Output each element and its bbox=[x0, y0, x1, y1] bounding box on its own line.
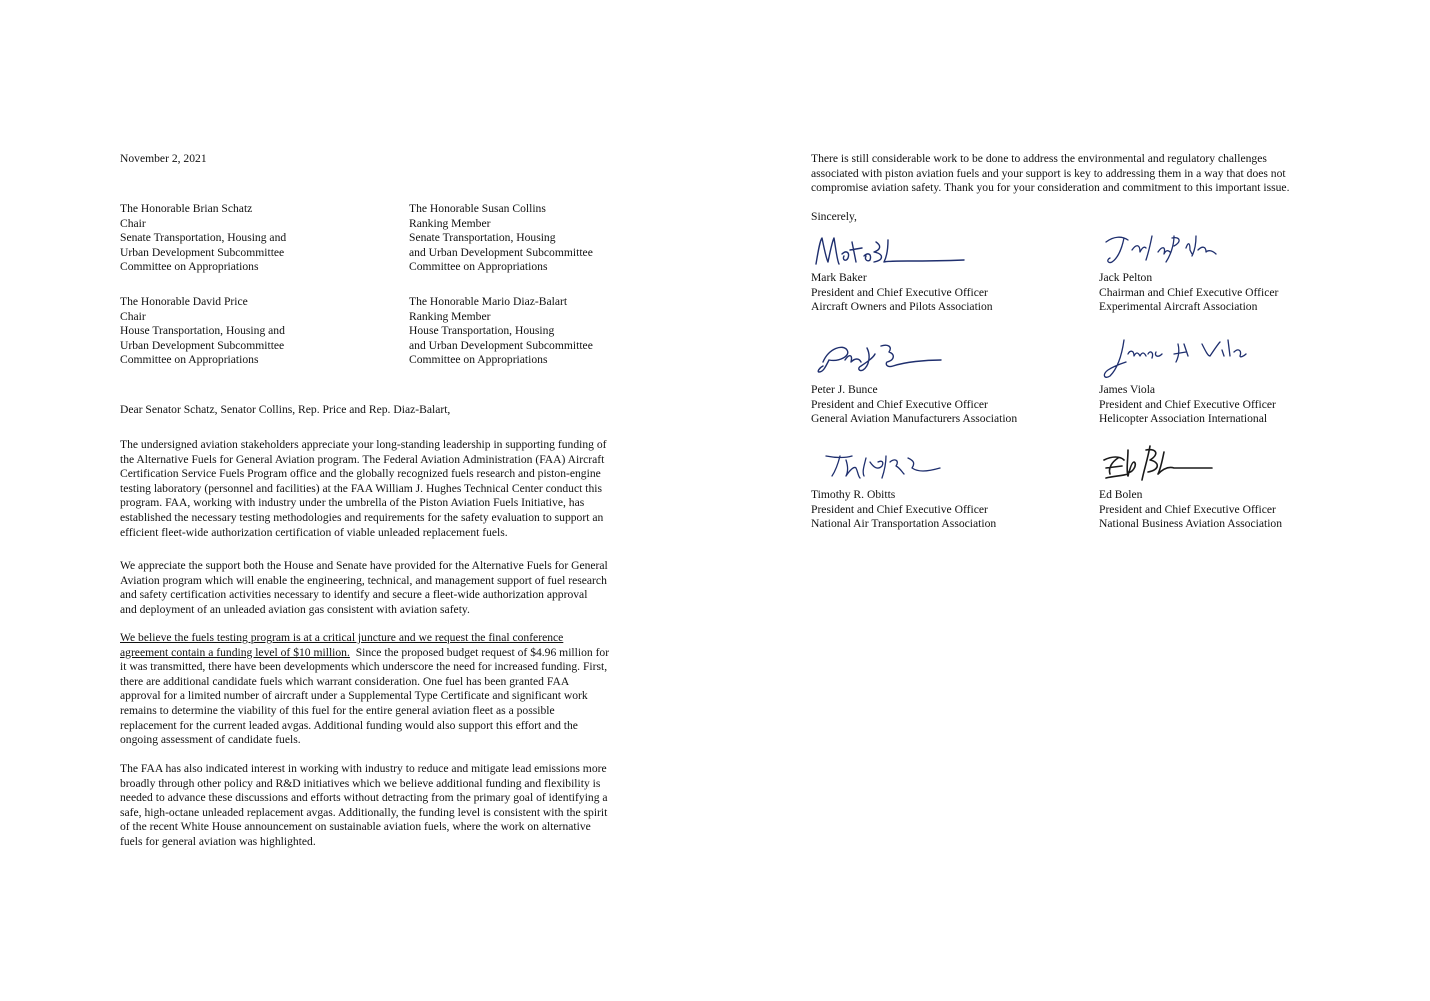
signature-timothy-obitts bbox=[822, 448, 942, 482]
signer-title: Chairman and Chief Executive Officer bbox=[1099, 285, 1279, 299]
paragraph-2: We appreciate the support both the House and Senate have provided for the Alternative Fuels for General Aviation program which will enable the engineering, technical, and management support of fuel research and safety certification activities necessary to identify and secure a fleet-wide authorization approval and deployment of an unleaded aviation gas consistent with aviation safety. bbox=[120, 559, 608, 616]
signer-title: President and Chief Executive Officer bbox=[811, 285, 988, 299]
signer-name: Mark Baker bbox=[811, 271, 867, 284]
signer-org: Experimental Aircraft Association bbox=[1099, 300, 1258, 314]
paragraph-3: We believe the fuels testing program is at a critical juncture and we request the final conference agreement contain a funding level of $10 million. Since the proposed budget request of $4.96 million for it was transmitted, there have been developments which underscore the need for increased funding. First, there are additional candidate fuels which warrant consideration. One fuel has been granted FAA approval for a limited number of aircraft under a Supplemental Type Certificate and significant work remains to determine the viability of this fuel for the entire general aviation fleet as a possible replacement for the current leaded avgas. Additional funding would also support this effort and the ongoing assessment of candidate fuels. bbox=[120, 631, 610, 747]
addressee-schatz: The Honorable Brian Schatz Chair Senate Transportation, Housing and Urban Development Subcommittee Committee on Appropriations bbox=[120, 202, 287, 274]
funding-request-underlined-1: We believe the fuels testing program is at a critical juncture and we request the final conference bbox=[120, 631, 564, 644]
signer-org: Aircraft Owners and Pilots Association bbox=[811, 300, 993, 314]
signature-ed-bolen bbox=[1098, 440, 1216, 484]
signer-ed-bolen bbox=[1099, 488, 1282, 532]
funding-request-underlined-2: agreement contain a funding level of $10 million. bbox=[120, 645, 350, 659]
signer-jack-pelton bbox=[1099, 271, 1278, 315]
signature-james-viola bbox=[1100, 334, 1250, 382]
signer-name: Ed Bolen bbox=[1099, 488, 1143, 501]
signer-org: National Air Transportation Association bbox=[811, 517, 997, 531]
signer-title: President and Chief Executive Officer bbox=[811, 397, 988, 411]
signer-peter-bunce bbox=[811, 383, 1017, 427]
paragraph-1: The undersigned aviation stakeholders appreciate your long-standing leadership in supporting funding of the Alternative Fuels for General Aviation program. The Federal Aviation Administration (FAA) Aircraft Certification Service Fuels Program office and the globally recognized fuels research and piston-engine testing laboratory (personnel and facilities) at the FAA William J. Hughes Technical Center conduct this program. FAA, working with industry under the umbrella of the Piston Aviation Fuels Initiative, has established the necessary testing methodologies and requirements for the safety evaluation to support an efficient fleet-wide authorization certification of viable unleaded replacement fuels. bbox=[120, 438, 607, 539]
closing-paragraph: There is still considerable work to be done to address the environmental and regulatory challenges associated with piston aviation fuels and your support is key to addressing them in a way that does not compromise aviation safety. Thank you for your consideration and commitment to this important issue. bbox=[811, 152, 1290, 195]
letter-date: November 2, 2021 bbox=[120, 152, 207, 165]
addressee-diaz-balart: The Honorable Mario Diaz-Balart Ranking Member House Transportation, Housing and Urban Development Subcommittee Committee on Appropriations bbox=[409, 295, 593, 367]
signer-mark-baker bbox=[811, 271, 993, 315]
signer-timothy-obitts bbox=[811, 488, 996, 532]
signer-org: General Aviation Manufacturers Association bbox=[811, 412, 1018, 426]
signer-org: National Business Aviation Association bbox=[1099, 517, 1283, 531]
addressee-price: The Honorable David Price Chair House Transportation, Housing and Urban Development Subcommittee Committee on Appropriations bbox=[120, 295, 285, 367]
signer-james-viola bbox=[1099, 383, 1276, 427]
signature-peter-bunce bbox=[815, 338, 945, 376]
signature-jack-pelton bbox=[1100, 228, 1230, 270]
signer-name: James Viola bbox=[1099, 383, 1156, 396]
salutation: Dear Senator Schatz, Senator Collins, Rep. Price and Rep. Diaz-Balart, bbox=[120, 403, 451, 416]
signer-org: Helicopter Association International bbox=[1099, 412, 1268, 426]
signer-name: Peter J. Bunce bbox=[811, 383, 878, 396]
valediction: Sincerely, bbox=[811, 210, 857, 223]
signer-name: Timothy R. Obitts bbox=[811, 488, 896, 501]
paragraph-4: The FAA has also indicated interest in working with industry to reduce and mitigate lead emissions more broadly through other policy and R&D initiatives which we believe additional funding and flexibility is needed to advance these discussions and efforts without detracting from the primary goal of identifying a safe, high-octane unleaded replacement avgas. Additionally, the funding level is consistent with the spirit of the recent White House announcement on sustainable aviation fuels, where the work on alternative fuels for general aviation was highlighted. bbox=[120, 762, 608, 848]
addressee-collins: The Honorable Susan Collins Ranking Member Senate Transportation, Housing and Urban Development Subcommittee Committee on Appropriations bbox=[409, 202, 593, 274]
signature-mark-baker bbox=[812, 232, 972, 272]
signer-name: Jack Pelton bbox=[1099, 271, 1153, 284]
signer-title: President and Chief Executive Officer bbox=[1099, 502, 1276, 516]
signer-title: President and Chief Executive Officer bbox=[1099, 397, 1276, 411]
signer-title: President and Chief Executive Officer bbox=[811, 502, 988, 516]
